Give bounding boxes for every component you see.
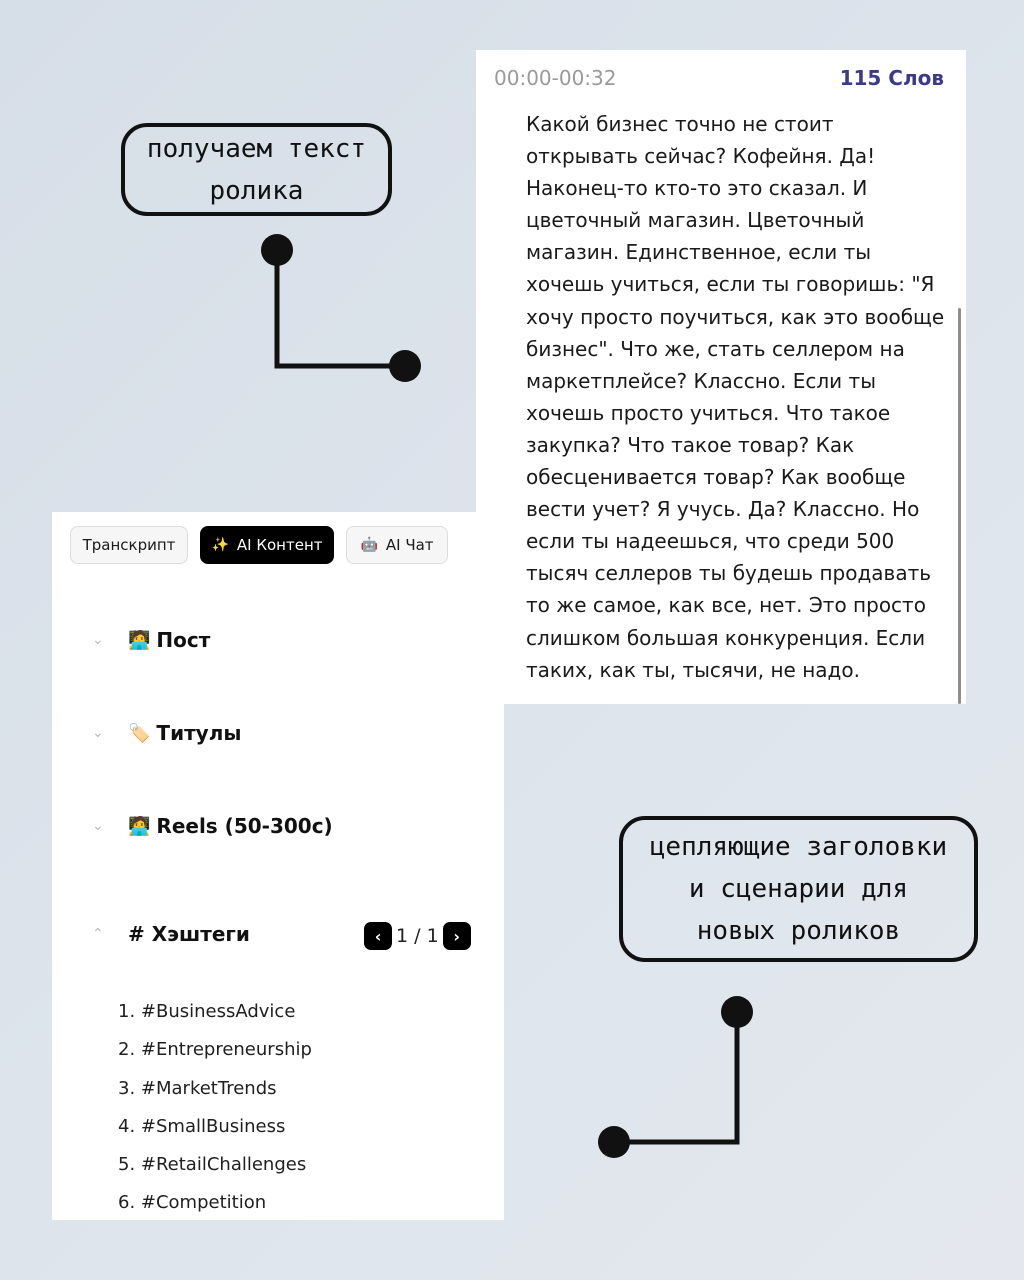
callout-line: ролика — [209, 175, 304, 206]
connector-bottom — [598, 996, 753, 1158]
list-item: 5. #RetailChallenges — [118, 1154, 307, 1176]
robot-icon: 🤖 — [360, 537, 378, 553]
chevron-up-icon[interactable]: ⌃ — [92, 926, 104, 942]
list-item: 2. #Entrepreneurship — [118, 1039, 312, 1061]
callout-line: цепляющие заголовки — [649, 832, 948, 862]
chevron-right-icon[interactable]: › — [443, 922, 471, 950]
list-item: 1. #BusinessAdvice — [118, 1001, 296, 1022]
list-item: 4. #SmallBusiness — [118, 1115, 286, 1137]
list-item: 3. #MarketTrends — [118, 1077, 277, 1099]
section-title: Титулы — [156, 721, 242, 745]
technologist-icon: 🧑‍💻 — [128, 815, 151, 837]
transcript-text: Какой бизнес точно не стоит открывать сейчас? Кофейня. Да! Наконец-то кто-то это сказал. И цветочный магазин. Цветочный магазин. Единственное, если ты хочешь учиться, если ты говоришь: "Я хочу просто поучиться, как это вообще бизнес". Что же, стать селлером на маркетплейсе? Классно. Если ты хочешь просто учиться. Что такое закупка? Что такое товар? Как обесценивается товар? Как вообще вести учет? Я учусь. Да? Классно. Но если ты надеешься, что среди 500 тысяч селлеров ты будешь продавать то же самое, как все, нет. Это просто слишком большая конкуренция. Если таких, как ты, тысячи, не надо. — [526, 112, 945, 682]
callout-line: и сценарии для — [688, 874, 909, 904]
tab-label: AI Чат — [385, 536, 434, 554]
sparkles-icon: ✨ — [211, 537, 229, 553]
list-item: 6. #Competition — [118, 1192, 267, 1214]
chevron-left-icon[interactable]: ‹ — [364, 922, 392, 950]
chevron-down-icon[interactable]: ⌄ — [92, 632, 104, 648]
label-tag-icon: 🏷️ — [128, 722, 151, 744]
chevron-down-icon[interactable]: ⌄ — [92, 818, 104, 834]
tab-label: Транскрипт — [82, 536, 176, 554]
technologist-icon: 🧑‍💻 — [128, 629, 151, 651]
section-title: Reels (50-300с) — [156, 814, 333, 838]
word-count: 115 Слов — [839, 66, 944, 90]
callout-line: получаем текст — [146, 133, 367, 164]
timecode: 00:00-00:32 — [494, 66, 617, 90]
pager-text: 1 / 1 — [396, 925, 439, 947]
callout-line: новых роликов — [696, 916, 901, 946]
section-title: # Хэштеги — [128, 922, 250, 946]
chevron-down-icon[interactable]: ⌄ — [92, 725, 104, 741]
tab-label: AI Контент — [236, 536, 323, 554]
connector-top — [261, 234, 421, 382]
section-title: Пост — [156, 628, 211, 652]
